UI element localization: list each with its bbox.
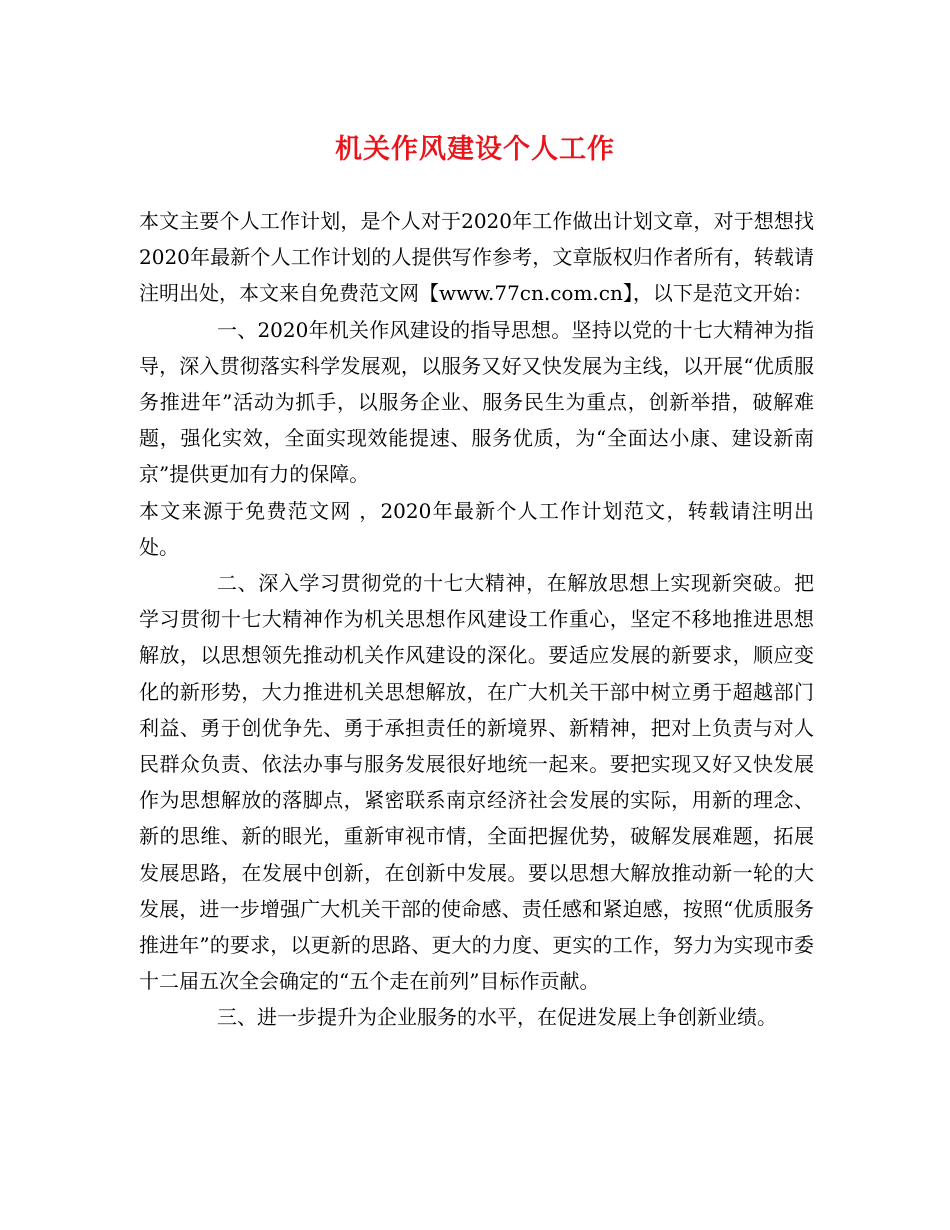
document-title: 机关作风建设个人工作 [335,134,615,165]
section-three-paragraph: 三、进一步提升为企业服务的水平，在促进发展上争创新业绩。 [217,1005,777,1030]
source-note-paragraph: 本文来源于免费范文网 ，2020年最新个人工作计划范文，转载请注明出处。 [139,498,814,559]
section-two-paragraph: 二、深入学习贯彻党的十七大精神，在解放思想上实现新突破。把学习贯彻十七大精神作为机关思想作风建设工作重心，坚定不移地推进思想解放，以思想领先推动机关作风建设的深化。要适应发展的新要求，顺应变化的新形势，大力推进机关思想解放，在广大机关干部中树立勇于超越部门利益、勇于创优争先、勇于承担责任的新境界、新精神，把对上负责与对人民群众负责、依法办事与服务发展很好地统一起来。要把实现又好又快发展作为思想解放的落脚点，紧密联系南京经济社会发展的实际，用新的理念、新的思维、新的眼光，重新审视市情，全面把握优势，破解发展难题，拓展发展思路，在发展中创新，在创新中发展。要以思想大解放推动新一轮的大发展，进一步增强广大机关干部的使命感、责任感和紧迫感，按照“优质服务推进年”的要求，以更新的思路、更大的力度、更实的工作，努力为实现市委十二届五次全会确定的“五个走在前列”目标作贡献。 [139,571,814,994]
section-one-paragraph: 一、2020年机关作风建设的指导思想。坚持以党的十七大精神为指导，深入贯彻落实科学发展观，以服务又好又快发展为主线，以开展“优质服务推进年”活动为抓手，以服务企业、服务民生为重点，创新举措，破解难题，强化实效，全面实现效能提速、服务优质，为“全面达小康、建设新南京”提供更加有力的保障。 [139,317,814,487]
document-body [139,203,814,1036]
intro-paragraph: 本文主要个人工作计划，是个人对于2020年工作做出计划文章，对于想想找2020年最新个人工作计划的人提供写作参考，文章版权归作者所有，转载请注明出处，本文来自免费范文网【www.77cn.com.cn】，以下是范文开始： [139,209,814,306]
